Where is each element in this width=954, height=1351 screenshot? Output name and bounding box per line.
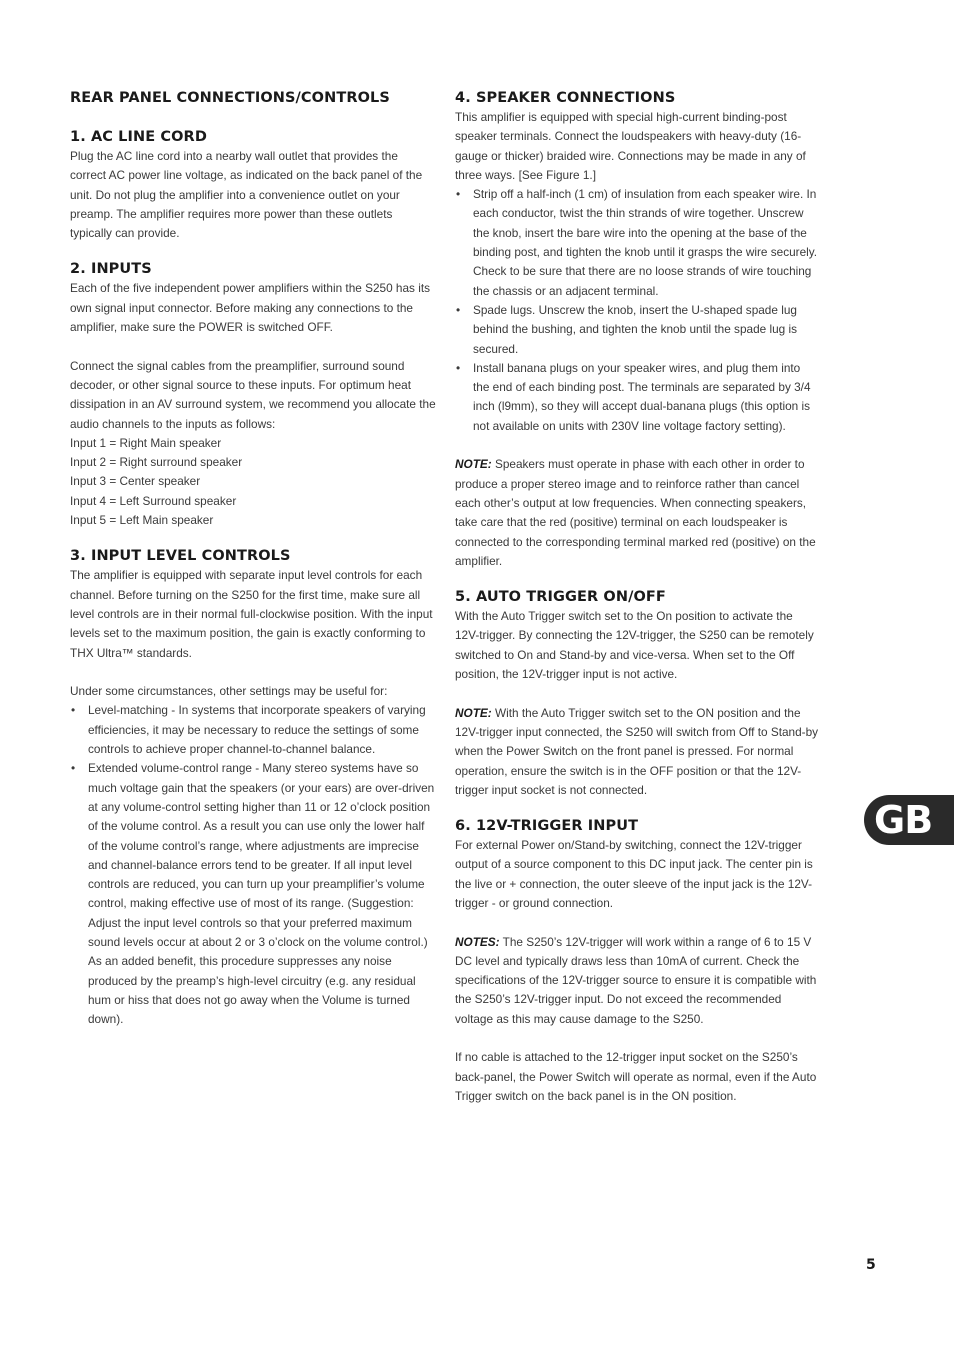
page-number: 5 bbox=[866, 1257, 876, 1273]
language-tab: GB bbox=[864, 795, 954, 845]
section-heading: 1. AC LINE CORD bbox=[70, 129, 207, 145]
bullet-list bbox=[455, 185, 819, 436]
bullet-item: • Extended volume-control range - Many stereo systems have so much voltage gain that the speakers (or your ears) are over-driven at any volume-control setting higher than 11 or 12 o’clock position of the volume control. As a result you can use only the lower half of the volume control’s range, where adjustments are imprecise and channel-balance errors tend to be greater. If all input level controls are reduced, you can turn up your preamplifier’s volume control, making effective use of most of its range. (Suggestion: Adjust the input level controls so that your preferred maximum sound levels occur at about 2 or 3 o’clock on the volume control.) As an added benefit, this procedure suppresses any noise produced by the preamp’s high-level circuitry (e.g. any residual hum or hiss that does not go away when the Volume is turned down). bbox=[70, 759, 436, 1029]
bullet-item: • Level-matching - In systems that incorporate speakers of varying efficiencies, it may be necessary to reduce the settings of some controls to achieve proper channel-to-channel balance. bbox=[70, 701, 436, 759]
left-column bbox=[70, 88, 436, 1045]
bullet-item: • Spade lugs. Unscrew the knob, insert the U-shaped spade lug behind the bushing, and tighten the knob until the spade lug is secured. bbox=[455, 301, 819, 359]
note-paragraph bbox=[455, 704, 819, 800]
paragraph: The amplifier is equipped with separate input level controls for each channel. Before turning on the S250 for the first time, make sure all level controls are in their normal full-clockwise position. With the input levels set to the maximum position, the gain is exactly conforming to THX Ultra™ standards. bbox=[70, 568, 433, 660]
note-text: With the Auto Trigger switch set to the ON position and the 12V-trigger input connected, the S250 will switch from Off to Stand-by when the Power Switch on the front panel is pressed. For normal operation, ensure the switch is in the OFF position or that the 12V-trigger input socket is not connected. bbox=[455, 705, 819, 797]
page-title: REAR PANEL CONNECTIONS/CONTROLS bbox=[70, 90, 390, 106]
paragraph: Connect the signal cables from the preamplifier, surround sound decoder, or other signal source to these inputs. For optimum heat dissipation in an AV surround system, we recommend you allocate the audio channels to the inputs as follows: bbox=[70, 358, 436, 431]
note-paragraph bbox=[455, 455, 819, 571]
note-label: NOTES: bbox=[455, 934, 500, 949]
paragraph: For external Power on/Stand-by switching, connect the 12V-trigger output of a source component to this DC input jack. The center pin is the live or + connection, the outer sleeve of the input jack is the 12V-trigger - or ground connection. bbox=[455, 838, 813, 910]
bullet-list bbox=[70, 701, 436, 1029]
section-inputs bbox=[70, 259, 436, 530]
note-text: The S250’s 12V-trigger will work within a range of 6 to 15 V DC level and typically draws less than 10mA of current. Check the specifications of the 12V-trigger source to ensure it is compatible with the S250’s 12V-trigger input. Do not exceed the recommended voltage as this may cause damage to the S250. bbox=[455, 934, 817, 1026]
section-speaker-connections bbox=[455, 88, 819, 571]
list-item: Input 5 = Left Main speaker bbox=[70, 513, 214, 528]
bullet-item: • Strip off a half-inch (1 cm) of insulation from each speaker wire. In each conductor, twist the thin strands of wire together. Unscrew the knob, insert the bare wire into the opening at the base of the binding post, and tighten the knob until it grasps the wire securely. Check to be sure that there are no loose strands of wire touching the chassis or an adjacent terminal. bbox=[455, 185, 819, 301]
section-heading: 3. INPUT LEVEL CONTROLS bbox=[70, 548, 291, 565]
right-column bbox=[455, 88, 819, 1122]
section-12v-trigger-input bbox=[455, 816, 819, 1106]
paragraph: Under some circumstances, other settings may be useful for: bbox=[70, 684, 388, 699]
note-text: Speakers must operate in phase with each other in order to produce a proper stereo image and to reinforce rather than cancel each other’s output at low frequencies. When connecting speakers, take care that the red (positive) terminal on each loudspeaker is connected to the corresponding terminal marked red (positive) on the amplifier. bbox=[455, 457, 816, 568]
list-item: Input 3 = Center speaker bbox=[70, 474, 201, 489]
paragraph: Plug the AC line cord into a nearby wall outlet that provides the correct AC power line voltage, as indicated on the back panel of the unit. Do not plug the amplifier into a convenience outlet on your preamp. The amplifier requires more power than these outlets typically can provide. bbox=[70, 149, 423, 241]
paragraph: This amplifier is equipped with special high-current binding-post speaker terminals. Connect the loudspeakers with heavy-duty (16-gauge or thicker) braided wire. Connections may be made in any of three ways. [See Figure 1.] bbox=[455, 110, 806, 182]
list-item: Input 1 = Right Main speaker bbox=[70, 435, 222, 450]
paragraph: If no cable is attached to the 12-trigger input socket on the S250’s back-panel, the Power Switch will operate as normal, even if the Auto Trigger switch on the back panel is in the ON position. bbox=[455, 1050, 817, 1103]
bullet-item: • Install banana plugs on your speaker wires, and plug them into the end of each binding post. The terminals are separated by 3/4 inch (l9mm), so they will accept dual-banana plugs (this option is not available on units with 230V line voltage factory setting). bbox=[455, 359, 819, 436]
section-ac-line-cord bbox=[70, 127, 436, 243]
paragraph: Each of the five independent power amplifiers within the S250 has its own signal input connector. Before making any connections to the amplifier, make sure the POWER is switched OFF. bbox=[70, 281, 431, 335]
section-auto-trigger bbox=[455, 587, 819, 800]
section-heading: 6. 12V-TRIGGER INPUT bbox=[455, 818, 639, 835]
list-item: Input 4 = Left Surround speaker bbox=[70, 493, 237, 508]
note-paragraph bbox=[455, 933, 819, 1029]
section-input-level-controls bbox=[70, 546, 436, 1029]
note-label: NOTE: bbox=[455, 705, 492, 720]
paragraph: With the Auto Trigger switch set to the On position to activate the 12V-trigger. By connecting the 12V-trigger, the S250 can be remotely switched to On and Stand-by and vice-versa. When set to the Off position, the 12V-trigger input is not active. bbox=[455, 609, 814, 682]
section-heading: 5. AUTO TRIGGER ON/OFF bbox=[455, 589, 666, 606]
section-heading: 2. INPUTS bbox=[70, 261, 152, 278]
note-label: NOTE: bbox=[455, 457, 492, 472]
section-heading: 4. SPEAKER CONNECTIONS bbox=[455, 90, 676, 106]
list-item: Input 2 = Right surround speaker bbox=[70, 455, 243, 470]
